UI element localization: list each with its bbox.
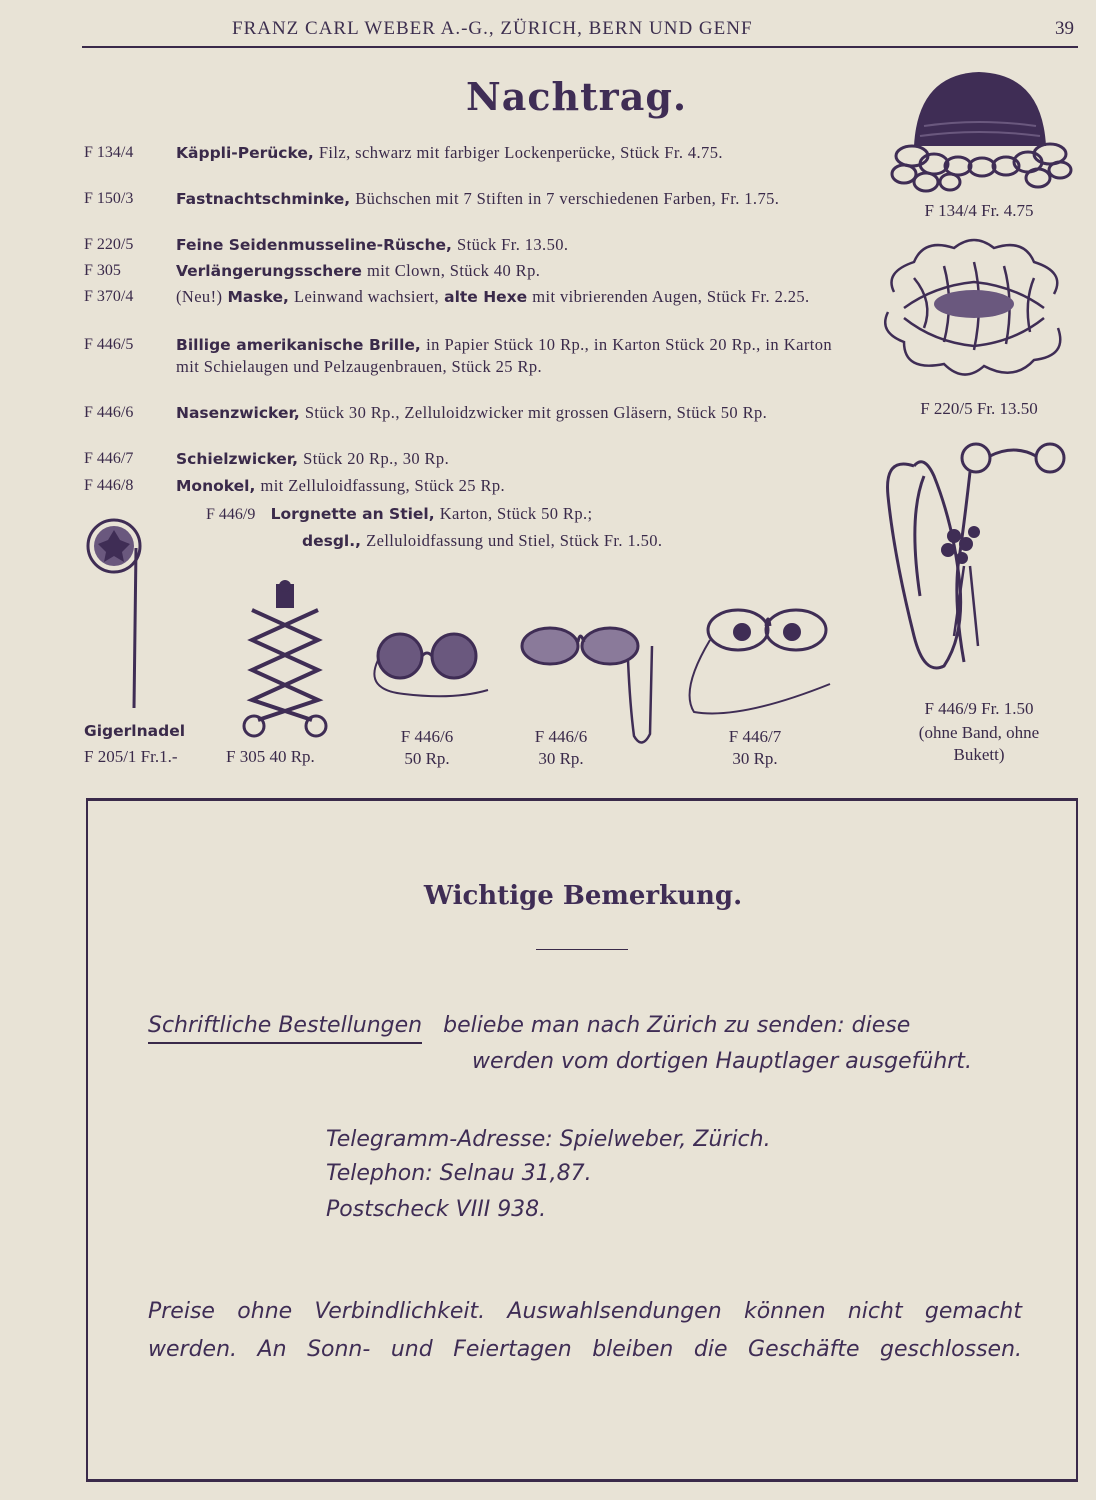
remark-divider — [536, 949, 628, 950]
item-desc: Stück 20 Rp., 30 Rp. — [303, 449, 450, 468]
lorgnette-caption-1: F 446/9 Fr. 1.50 — [924, 699, 1034, 718]
item-code: F 446/9 — [206, 506, 256, 523]
lorgnette-illustration — [874, 436, 1074, 694]
orders-rest: beliebe man nach Zürich zu senden: diese — [443, 1013, 911, 1038]
pin-name: Gigerlnadel — [84, 722, 186, 740]
firm-name: FRANZ CARL WEBER A.-G., ZÜRICH, BERN UND GENF — [232, 18, 753, 39]
ruche-caption: F 220/5 Fr. 13.50 — [920, 399, 1038, 418]
glasses-2-code: F 446/6 — [534, 727, 588, 746]
item-prefix: (Neu!) — [176, 287, 223, 306]
item-name: Billige amerikanische Brille, — [176, 336, 421, 354]
scissors-caption: F 305 40 Rp. — [226, 747, 315, 766]
orders-underlined: Schriftliche Bestellungen — [148, 1013, 422, 1044]
lorgnette-entry — [206, 501, 806, 554]
item-code: F 134/4 — [84, 144, 134, 161]
item-code: F 220/5 — [84, 236, 134, 253]
item-name-2: desgl., — [302, 532, 362, 550]
item-code: F 446/8 — [84, 477, 134, 494]
remark-box — [86, 798, 1078, 1482]
item-name: Schielzwicker, — [176, 450, 299, 468]
glasses-1-price: 50 Rp. — [404, 749, 450, 768]
pin-caption-price: F 205/1 Fr.1.- — [84, 747, 178, 766]
orders-line-2: werden vom dortigen Hauptlager ausgeführt. — [472, 1049, 972, 1074]
item-code: F 446/7 — [84, 450, 134, 467]
item-desc: mit Clown, Stück 40 Rp. — [366, 261, 541, 280]
squint-glasses-code: F 446/7 — [728, 727, 782, 746]
postscheck: Postscheck VIII 938. — [326, 1197, 547, 1222]
item-code: F 446/6 — [84, 404, 134, 421]
squint-glasses-illustration — [680, 600, 832, 724]
item-code: F 305 — [84, 262, 121, 279]
page-number: 39 — [1055, 18, 1074, 39]
lorgnette-caption-3: Bukett) — [953, 745, 1005, 764]
item-desc: Stück Fr. 13.50. — [457, 235, 569, 254]
orders-line-1 — [148, 1013, 1022, 1038]
wig-cap-illustration — [884, 66, 1074, 198]
item-name: Verlängerungsschere — [176, 262, 362, 280]
item-name-2: alte Hexe — [444, 288, 528, 306]
item-desc: Leinwand wachsiert, — [293, 287, 440, 306]
glasses-2-price: 30 Rp. — [538, 749, 584, 768]
item-desc: Karton, Stück 50 Rp.; — [439, 504, 593, 523]
page-title: Nachtrag. — [466, 74, 688, 119]
glasses-1-illustration — [364, 620, 492, 704]
item-name: Lorgnette an Stiel, — [270, 505, 435, 523]
item-desc-2: Zelluloidfassung und Stiel, Stück Fr. 1.50. — [366, 531, 663, 550]
item-desc: mit Zelluloidfassung, Stück 25 Rp. — [260, 476, 506, 495]
prices-line-2: werden. An Sonn- und Feiertagen bleiben die Geschäfte geschlossen. — [148, 1337, 1022, 1362]
item-name: Maske, — [227, 288, 289, 306]
glasses-1-code: F 446/6 — [400, 727, 454, 746]
ruche-illustration — [874, 232, 1074, 392]
item-desc: Büchschen mit 7 Stiften in 7 verschiedenen Farben, Fr. 1.75. — [355, 189, 780, 208]
item-code: F 370/4 — [84, 288, 134, 305]
item-desc: Filz, schwarz mit farbiger Lockenperücke, Stück Fr. 4.75. — [318, 143, 723, 162]
pin-caption-name — [84, 720, 185, 742]
item-desc-2: mit vibrierenden Augen, Stück Fr. 2.25. — [532, 287, 810, 306]
prices-line-1: Preise ohne Verbindlichkeit. Auswahlsendungen können nicht gemacht — [148, 1299, 1022, 1324]
telephone: Telephon: Selnau 31,87. — [326, 1161, 592, 1186]
item-name: Monokel, — [176, 477, 256, 495]
pin-illustration — [84, 516, 154, 712]
hat-caption: F 134/4 Fr. 4.75 — [924, 201, 1034, 220]
item-name: Käppli-Perücke, — [176, 144, 314, 162]
telegram-address: Telegramm-Adresse: Spielweber, Zürich. — [326, 1127, 771, 1152]
item-name: Nasenzwicker, — [176, 404, 300, 422]
item-desc: Stück 30 Rp., Zelluloidzwicker mit grossen Gläsern, Stück 50 Rp. — [304, 403, 768, 422]
running-head — [82, 18, 1078, 48]
remark-title: Wichtige Bemerkung. — [423, 881, 743, 911]
item-code: F 150/3 — [84, 190, 134, 207]
squint-glasses-price: 30 Rp. — [732, 749, 778, 768]
item-code: F 446/5 — [84, 336, 134, 353]
lorgnette-caption-2: (ohne Band, ohne — [918, 723, 1040, 742]
scissors-illustration — [238, 580, 332, 740]
item-name: Fastnachtschminke, — [176, 190, 351, 208]
item-desc: in Papier Stück 10 Rp., in Karton Stück 20 Rp., in Karton mit Schielaugen und Pelzaugenbrauen, Stück 25 Rp. — [176, 335, 832, 376]
item-name: Feine Seidenmusseline-Rüsche, — [176, 236, 452, 254]
